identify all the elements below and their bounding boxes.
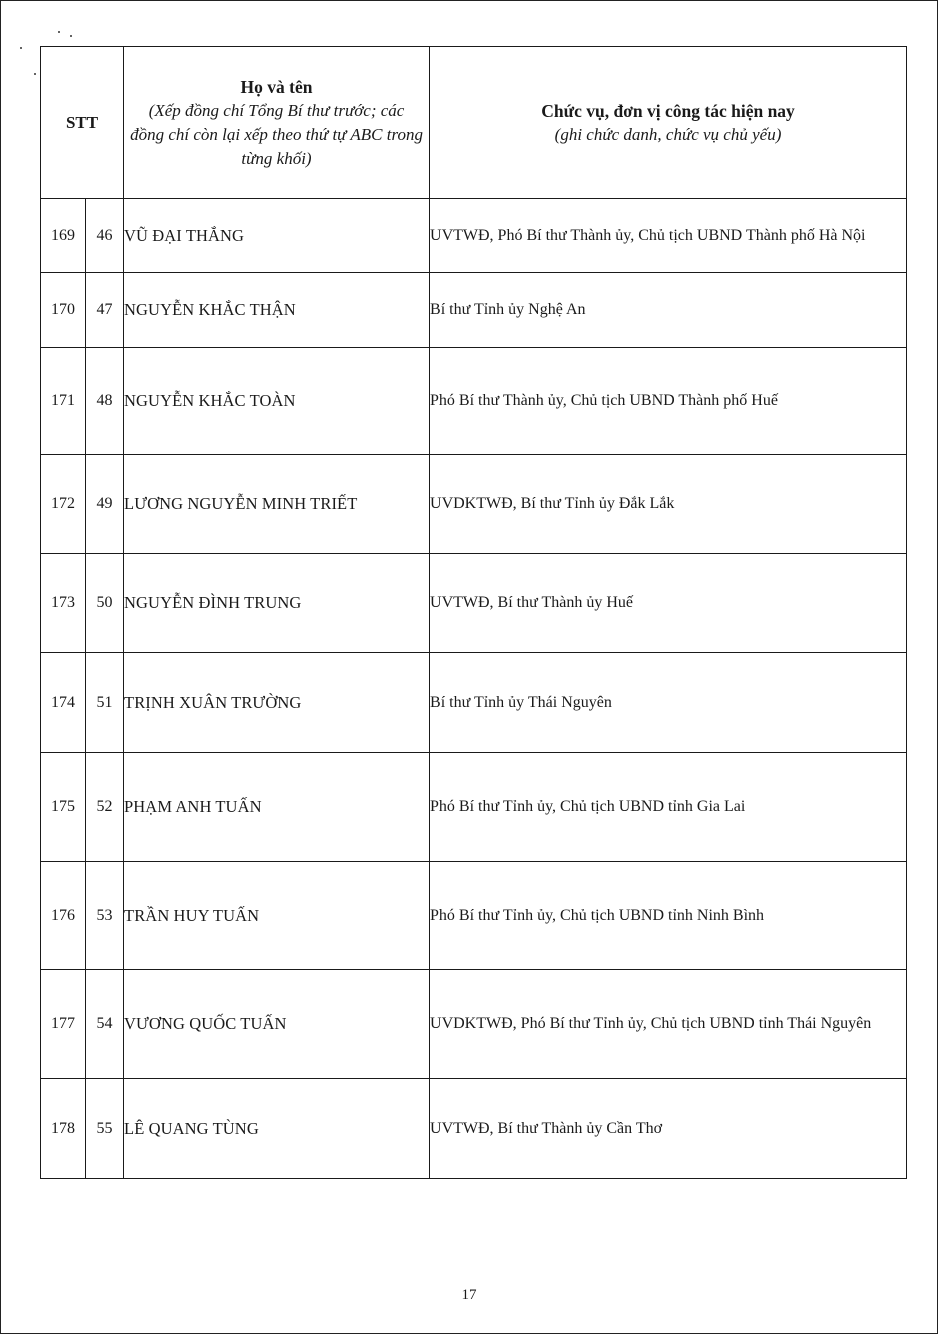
- row-role: UVDKTWĐ, Phó Bí thư Tỉnh ủy, Chủ tịch UBND tỉnh Thái Nguyên: [430, 970, 907, 1079]
- header-stt: STT: [41, 47, 124, 199]
- row-stt: 173: [41, 554, 86, 653]
- row-sub-stt: 53: [86, 862, 124, 970]
- row-role: Phó Bí thư Tỉnh ủy, Chủ tịch UBND tỉnh Ninh Bình: [430, 862, 907, 970]
- row-stt: 174: [41, 653, 86, 753]
- row-name: LÊ QUANG TÙNG: [124, 1079, 430, 1179]
- row-role: UVTWĐ, Phó Bí thư Thành ủy, Chủ tịch UBND Thành phố Hà Nội: [430, 199, 907, 273]
- row-name: TRẦN HUY TUẤN: [124, 862, 430, 970]
- table-row: [41, 199, 907, 273]
- row-sub-stt: 52: [86, 753, 124, 862]
- row-stt: 178: [41, 1079, 86, 1179]
- table-row: [41, 455, 907, 554]
- row-stt: 169: [41, 199, 86, 273]
- header-role-title: Chức vụ, đơn vị công tác hiện nay: [541, 100, 795, 121]
- header-name-title: Họ và tên: [240, 76, 313, 97]
- row-role: Phó Bí thư Thành ủy, Chủ tịch UBND Thành phố Huế: [430, 348, 907, 455]
- row-name: VƯƠNG QUỐC TUẤN: [124, 970, 430, 1079]
- row-sub-stt: 46: [86, 199, 124, 273]
- table-row: [41, 753, 907, 862]
- header-name-note: (Xếp đồng chí Tổng Bí thư trước; các đồng chí còn lại xếp theo thứ tự ABC trong từng khối): [130, 100, 423, 168]
- row-name: NGUYỄN KHẮC TOÀN: [124, 348, 430, 455]
- row-name: TRỊNH XUÂN TRƯỜNG: [124, 653, 430, 753]
- row-sub-stt: 48: [86, 348, 124, 455]
- row-role: Bí thư Tỉnh ủy Thái Nguyên: [430, 653, 907, 753]
- scan-speck: [70, 35, 72, 37]
- table-body: [41, 199, 907, 1179]
- row-role: UVTWĐ, Bí thư Thành ủy Huế: [430, 554, 907, 653]
- row-name: NGUYỄN ĐÌNH TRUNG: [124, 554, 430, 653]
- row-name: VŨ ĐẠI THẮNG: [124, 199, 430, 273]
- personnel-table: [40, 46, 907, 1179]
- scan-speck: [58, 31, 60, 33]
- row-sub-stt: 50: [86, 554, 124, 653]
- row-role: UVTWĐ, Bí thư Thành ủy Cần Thơ: [430, 1079, 907, 1179]
- table-row: [41, 970, 907, 1079]
- row-name: PHẠM ANH TUẤN: [124, 753, 430, 862]
- table-row: [41, 653, 907, 753]
- row-stt: 177: [41, 970, 86, 1079]
- row-name: LƯƠNG NGUYỄN MINH TRIẾT: [124, 455, 430, 554]
- table-row: [41, 862, 907, 970]
- scan-speck: [20, 47, 22, 49]
- header-name: [124, 47, 430, 199]
- header-role: [430, 47, 907, 199]
- row-sub-stt: 51: [86, 653, 124, 753]
- row-role: Phó Bí thư Tỉnh ủy, Chủ tịch UBND tỉnh Gia Lai: [430, 753, 907, 862]
- row-stt: 170: [41, 273, 86, 348]
- table-row: [41, 554, 907, 653]
- row-name: NGUYỄN KHẮC THẬN: [124, 273, 430, 348]
- row-role: Bí thư Tỉnh ủy Nghệ An: [430, 273, 907, 348]
- scan-speck: [34, 73, 36, 75]
- page-number: 17: [461, 1287, 477, 1303]
- row-stt: 175: [41, 753, 86, 862]
- header-role-note: (ghi chức danh, chức vụ chủ yếu): [554, 124, 782, 144]
- table-header-row: [41, 47, 907, 199]
- row-stt: 172: [41, 455, 86, 554]
- row-stt: 176: [41, 862, 86, 970]
- table-row: [41, 273, 907, 348]
- table-row: [41, 1079, 907, 1179]
- row-sub-stt: 55: [86, 1079, 124, 1179]
- row-sub-stt: 47: [86, 273, 124, 348]
- row-stt: 171: [41, 348, 86, 455]
- row-role: UVDKTWĐ, Bí thư Tỉnh ủy Đắk Lắk: [430, 455, 907, 554]
- table-row: [41, 348, 907, 455]
- row-sub-stt: 54: [86, 970, 124, 1079]
- row-sub-stt: 49: [86, 455, 124, 554]
